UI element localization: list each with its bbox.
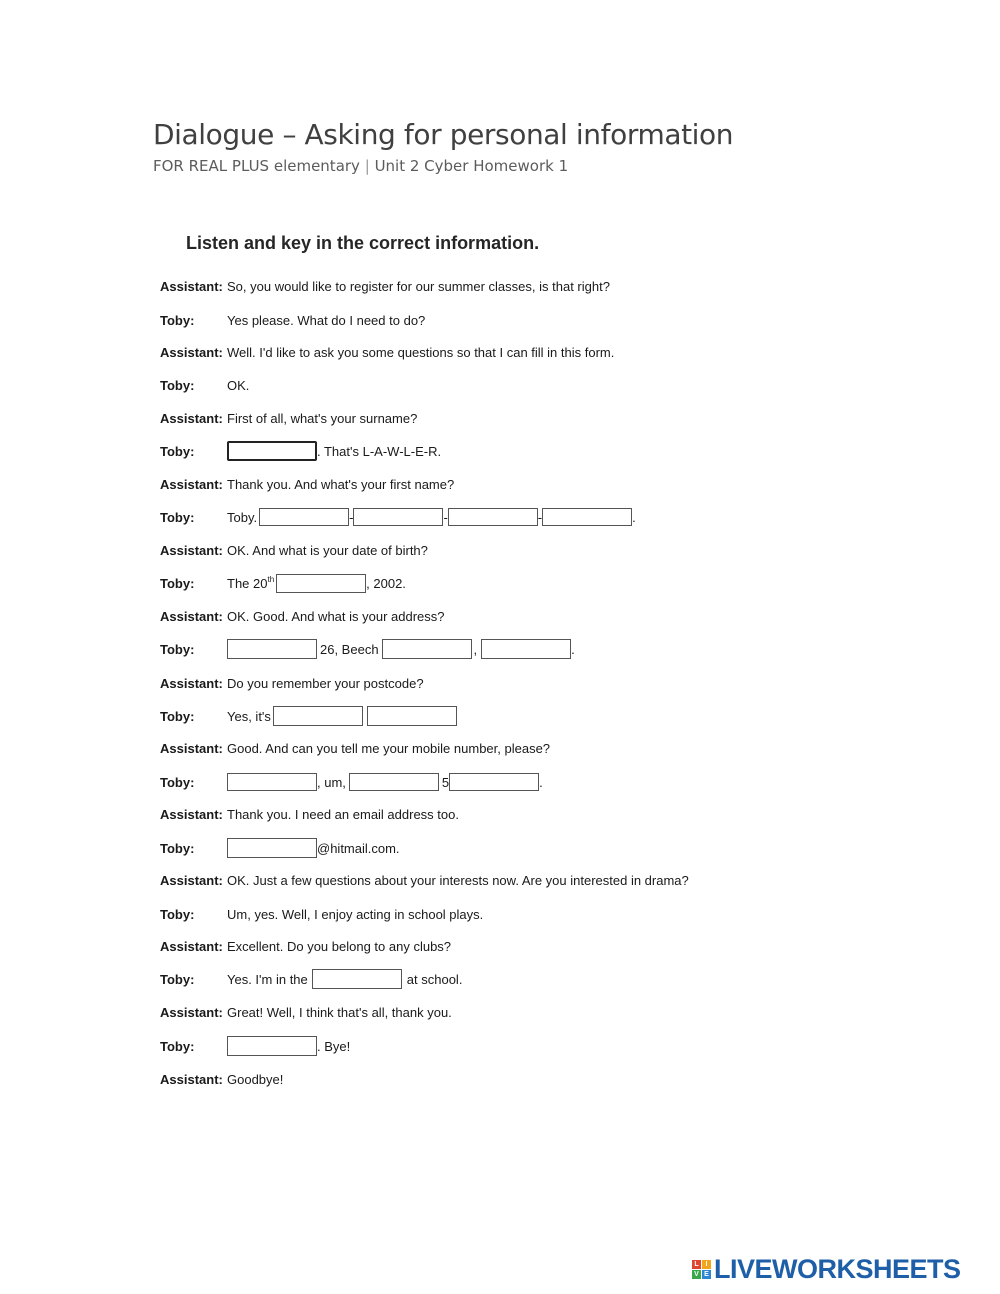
line-text: 26, Beech (320, 641, 379, 657)
dialogue-line (160, 935, 451, 957)
ordinal-suffix: th (267, 574, 275, 584)
dialogue-line (160, 638, 575, 660)
line-text: 5 (441, 774, 450, 790)
postcode-input-1[interactable] (273, 706, 363, 726)
dialogue-line (160, 705, 457, 727)
line-text: Yes, it's (227, 708, 271, 724)
dialogue-line (160, 572, 406, 594)
line-text: OK. And what is your date of birth? (227, 542, 428, 558)
line-text: Do you remember your postcode? (227, 675, 424, 691)
postcode-input-2[interactable] (367, 706, 457, 726)
speaker: Toby: (160, 1038, 195, 1054)
line-text: Thank you. And what's your first name? (227, 476, 455, 492)
speaker: Toby: (160, 641, 195, 657)
logo-letter: L (692, 1260, 701, 1269)
period: . (539, 774, 543, 790)
dialogue-line (160, 341, 614, 363)
line-text: Toby. (227, 509, 258, 525)
club-input[interactable] (312, 969, 402, 989)
first-name-spelling-input-1[interactable] (259, 508, 349, 526)
surname-input[interactable] (227, 441, 317, 461)
speaker: Toby: (160, 971, 195, 987)
line-text: Good. And can you tell me your mobile number, please? (227, 740, 551, 756)
dialogue-line (160, 968, 462, 990)
line-text: . Bye! (317, 1038, 351, 1054)
mobile-input-3[interactable] (449, 773, 539, 791)
speaker: Assistant: (160, 872, 223, 888)
dialogue-line (160, 605, 445, 627)
line-text: Thank you. I need an email address too. (227, 806, 459, 822)
line-text: So, you would like to register for our summer classes, is that right? (227, 278, 610, 294)
speaker: Toby: (160, 509, 195, 525)
dialogue-line (160, 374, 249, 396)
dialogue-line (160, 803, 459, 825)
line-text: , 2002. (366, 575, 406, 591)
house-number-input[interactable] (227, 639, 317, 659)
speaker: Assistant: (160, 675, 223, 691)
line-text: Yes. I'm in the (227, 971, 308, 987)
period: . (571, 641, 575, 657)
speaker: Toby: (160, 443, 195, 459)
speaker: Assistant: (160, 278, 223, 294)
page-title: Dialogue – Asking for personal information (153, 118, 734, 151)
speaker: Assistant: (160, 542, 223, 558)
speaker: Assistant: (160, 1004, 223, 1020)
subtitle-unit: Unit 2 Cyber Homework 1 (374, 157, 569, 175)
logo-text: LIVEWORKSHEETS (714, 1253, 961, 1284)
speaker: Assistant: (160, 1071, 223, 1087)
speaker: Assistant: (160, 608, 223, 624)
line-text: Excellent. Do you belong to any clubs? (227, 938, 452, 954)
dialogue-line (160, 473, 454, 495)
speaker: Assistant: (160, 476, 223, 492)
dialogue-line (160, 1068, 283, 1090)
line-text: First of all, what's your surname? (227, 410, 418, 426)
logo-letter: E (702, 1270, 711, 1279)
speaker: Assistant: (160, 410, 223, 426)
email-input[interactable] (227, 838, 317, 858)
speaker: Toby: (160, 377, 195, 393)
dialogue-line (160, 771, 543, 793)
speaker: Toby: (160, 575, 195, 591)
dialogue-line (160, 407, 417, 429)
dialogue-line (160, 869, 689, 891)
line-text: at school. (406, 971, 463, 987)
first-name-spelling-input-4[interactable] (542, 508, 632, 526)
speaker: Toby: (160, 906, 195, 922)
line-text: , um, (317, 774, 346, 790)
line-text: Um, yes. Well, I enjoy acting in school plays. (227, 906, 484, 922)
subtitle-book: FOR REAL PLUS elementary (153, 157, 360, 175)
speaker: Assistant: (160, 806, 223, 822)
dialogue-line (160, 737, 550, 759)
mobile-input-1[interactable] (227, 773, 317, 791)
dialogue-line (160, 309, 425, 331)
line-text: Great! Well, I think that's all, thank you. (227, 1004, 452, 1020)
dialogue-line (160, 275, 610, 297)
speaker: Assistant: (160, 740, 223, 756)
instruction: Listen and key in the correct information. (186, 233, 540, 253)
logo-letter: I (702, 1260, 711, 1269)
logo-letter: V (692, 1270, 701, 1279)
line-text: Well. I'd like to ask you some questions so that I can fill in this form. (227, 344, 615, 360)
speaker: Toby: (160, 708, 195, 724)
dialogue-line (160, 539, 428, 561)
line-text: OK. Just a few questions about your interests now. Are you interested in drama? (227, 872, 689, 888)
line-text: Goodbye! (227, 1071, 284, 1087)
line-text: @hitmail.com. (317, 840, 400, 856)
birth-month-input[interactable] (276, 574, 366, 593)
dialogue-line (160, 1035, 350, 1057)
dialogue-line (160, 440, 441, 462)
dialogue-line (160, 672, 424, 694)
line-text: OK. Good. And what is your address? (227, 608, 445, 624)
speaker: Toby: (160, 312, 195, 328)
logo-mark-icon (692, 1260, 711, 1279)
town-input[interactable] (481, 639, 571, 659)
liveworksheets-logo[interactable] (692, 1254, 961, 1284)
farewell-input[interactable] (227, 1036, 317, 1056)
speaker: Toby: (160, 840, 195, 856)
comma: , (473, 641, 478, 657)
page-subtitle (153, 157, 568, 175)
first-name-spelling-input-3[interactable] (448, 508, 538, 526)
dialogue-line (160, 506, 636, 528)
line-text: Yes please. What do I need to do? (227, 312, 426, 328)
dialogue-line (160, 903, 483, 925)
line-text: . That's L-A-W-L-E-R. (317, 443, 442, 459)
dash: - (537, 509, 543, 525)
subtitle-separator: | (364, 157, 370, 175)
speaker: Assistant: (160, 938, 223, 954)
line-text: OK. (227, 377, 250, 393)
line-text: The 20 (227, 575, 268, 591)
mobile-input-2[interactable] (349, 773, 439, 791)
speaker: Assistant: (160, 344, 223, 360)
dialogue-line (160, 1001, 452, 1023)
first-name-spelling-input-2[interactable] (353, 508, 443, 526)
dialogue-line (160, 837, 400, 859)
period: . (632, 509, 636, 525)
street-input[interactable] (382, 639, 472, 659)
dash: - (349, 509, 354, 525)
dash: - (443, 509, 448, 525)
speaker: Toby: (160, 774, 195, 790)
